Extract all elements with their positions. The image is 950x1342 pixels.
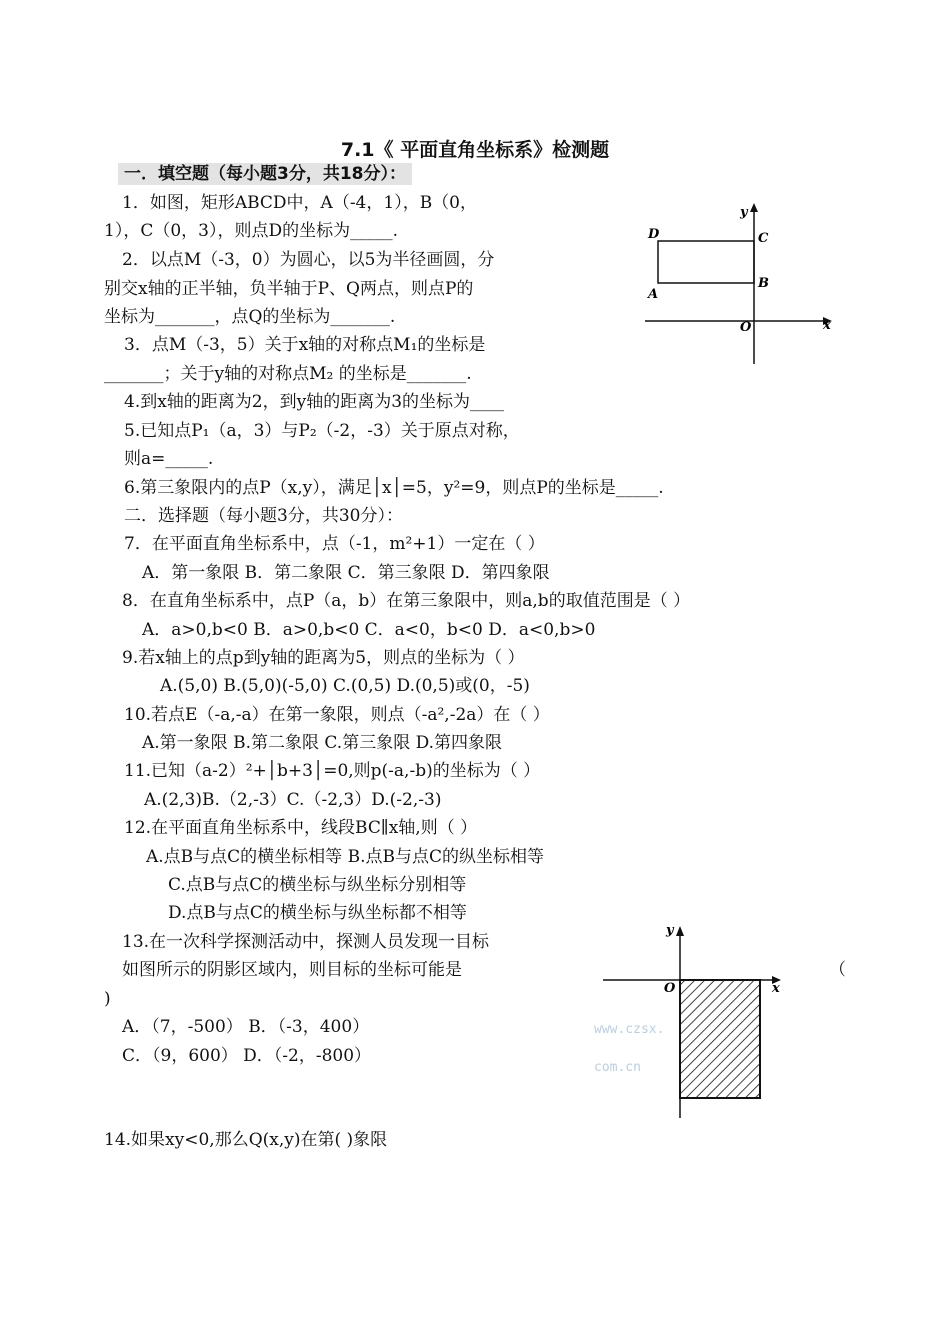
fig1-label-o: O xyxy=(740,320,752,335)
fig2-shaded-rect xyxy=(680,980,760,1098)
q7-stem: 7．在平面直角坐标系中，点（-1，m²+1）一定在（ ） xyxy=(124,534,545,554)
q9-stem: 9.若x轴上的点p到y轴的距离为5，则点的坐标为（ ） xyxy=(122,648,525,668)
fig2-label-x: x xyxy=(772,981,780,996)
q12-options-ab: A.点B与点C的横坐标相等 B.点B与点C的纵坐标相等 xyxy=(146,847,544,867)
figure-shaded-region xyxy=(598,918,798,1123)
q12-option-c: C.点B与点C的横坐标与纵坐标分别相等 xyxy=(168,875,467,895)
q7-options: A．第一象限 B．第二象限 C．第三象限 D．第四象限 xyxy=(142,563,550,583)
fig1-label-x: x xyxy=(823,318,831,333)
fig2-label-o: O xyxy=(664,981,676,996)
fig2-label-y: y xyxy=(666,923,674,938)
section-choice: 二．选择题（每小题3分，共30分）： xyxy=(124,506,403,526)
q2-line3: 坐标为_______，点Q的坐标为_______. xyxy=(104,307,396,327)
q2-line1: 2．以点M（-3，0）为圆心，以5为半径画圆，分 xyxy=(122,250,495,270)
fig2-y-arrow xyxy=(676,926,684,936)
q13-options-cd: C．（9，600） D．（-2，-800） xyxy=(122,1046,372,1066)
q10-stem: 10.若点E（-a,-a）在第一象限，则点（-a²,-2a）在（ ） xyxy=(124,705,550,725)
fig1-label-b: B xyxy=(758,276,769,291)
fig1-label-d: D xyxy=(648,227,660,242)
q12-stem: 12.在平面直角坐标系中，线段BC∥x轴,则（ ） xyxy=(124,818,478,838)
q13-stem-line1: 13.在一次科学探测活动中，探测人员发现一目标 xyxy=(122,932,490,952)
fig1-label-a: A xyxy=(648,287,659,302)
q8-stem: 8．在直角坐标系中，点P（a，b）在第三象限中，则a,b的取值范围是（ ） xyxy=(122,591,691,611)
fig1-label-c: C xyxy=(758,231,769,246)
fig1-y-arrow xyxy=(750,203,758,212)
q5-line1: 5.已知点P₁（a，3）与P₂（-2，-3）关于原点对称， xyxy=(124,421,520,441)
q1-line1: 1．如图，矩形ABCD中，A（-4，1），B（0， xyxy=(122,193,477,213)
section-fill-in: 一．填空题（每小题3分，共18分）： xyxy=(118,163,412,185)
watermark-line2: com.cn xyxy=(594,1060,641,1075)
q12-option-d: D.点B与点C的横坐标与纵坐标都不相等 xyxy=(168,903,467,923)
q11-options: A.(2,3)B.（2,-3）C.（-2,3）D.(-2,-3) xyxy=(144,790,442,810)
q3-line1: 3．点M（-3，5）关于x轴的对称点M₁的坐标是 xyxy=(124,335,486,355)
fig1-rectangle xyxy=(658,241,754,283)
q1-line2: 1），C（0，3），则点D的坐标为_____. xyxy=(104,221,398,241)
page-title: 7.1《 平面直角坐标系》检测题 xyxy=(340,139,610,161)
q6-line: 6.第三象限内的点P（x,y），满足│x│=5，y²=9，则点P的坐标是_____. xyxy=(124,478,664,498)
watermark-line1: www.czsx. xyxy=(594,1022,665,1037)
q13-open-paren: （ xyxy=(829,960,846,980)
q5-line2: 则a=_____. xyxy=(124,449,214,469)
q3-line2: _______；关于y轴的对称点M₂ 的坐标是_______. xyxy=(104,364,472,384)
q10-options: A.第一象限 B.第二象限 C.第三象限 D.第四象限 xyxy=(142,733,503,753)
q2-line2: 别交x轴的正半轴，负半轴于P、Q两点，则点P的 xyxy=(104,279,474,299)
q13-close-paren: ) xyxy=(104,989,111,1009)
q14-stem: 14.如果xy<0,那么Q(x,y)在第( )象限 xyxy=(104,1130,388,1150)
fig1-label-y: y xyxy=(740,205,748,220)
q8-options: A．a>0,b<0 B．a>0,b<0 C．a<0，b<0 D．a<0,b>0 xyxy=(142,620,596,640)
q13-stem-line2: 如图所示的阴影区域内，则目标的坐标可能是 xyxy=(122,960,462,980)
q9-options: A.(5,0) B.(5,0)(-5,0) C.(0,5) D.(0,5)或(0，-5) xyxy=(160,676,530,696)
figure-rectangle-abcd xyxy=(640,198,840,370)
q11-stem: 11.已知（a-2）²+│b+3│=0,则p(-a,-b)的坐标为（ ） xyxy=(124,761,541,781)
q4-line: 4.到x轴的距离为2，到y轴的距离为3的坐标为____ xyxy=(124,392,505,412)
q13-options-ab: A．（7，-500） B．（-3，400） xyxy=(122,1017,370,1037)
